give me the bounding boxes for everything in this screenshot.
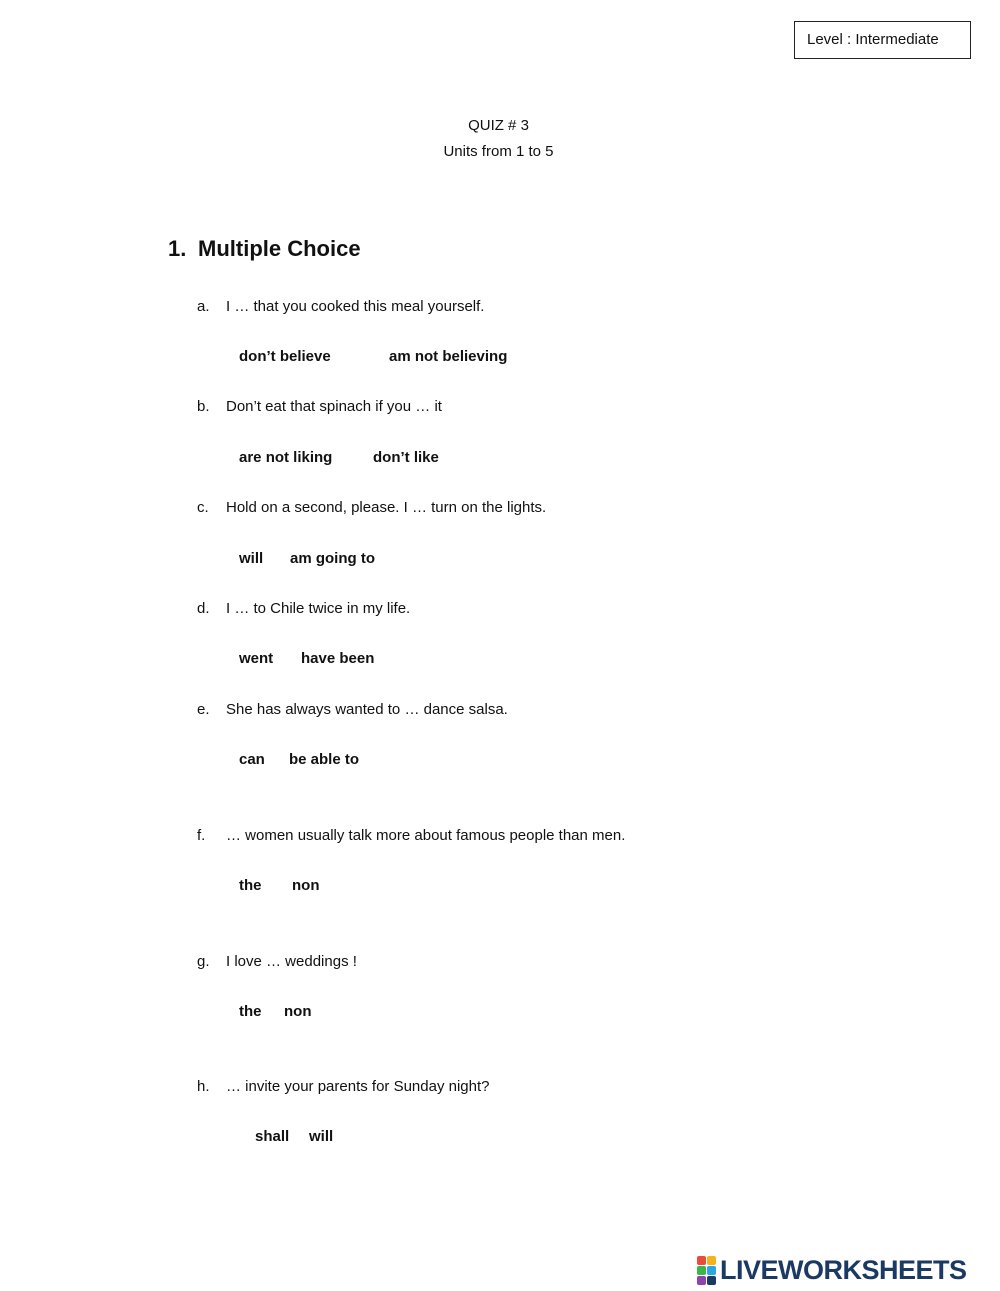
question-f — [197, 827, 625, 844]
section-title: Multiple Choice — [198, 236, 361, 261]
option-f-1[interactable]: the — [239, 877, 262, 894]
option-a-2[interactable]: am not believing — [389, 348, 508, 365]
question-text: … invite your parents for Sunday night? — [226, 1078, 490, 1095]
option-f-2[interactable]: non — [292, 877, 320, 894]
question-text: I … to Chile twice in my life. — [226, 600, 411, 617]
option-d-2[interactable]: have been — [301, 650, 375, 667]
question-letter: g. — [197, 953, 210, 970]
question-e — [197, 701, 508, 718]
options-d — [239, 650, 374, 667]
options-f — [239, 877, 320, 894]
option-c-2[interactable]: am going to — [290, 550, 375, 567]
options-b — [239, 449, 439, 466]
option-c-1[interactable]: will — [239, 550, 264, 567]
level-label: Level : Intermediate — [794, 21, 971, 59]
options-c — [239, 550, 375, 567]
question-text: I love … weddings ! — [226, 953, 357, 970]
question-letter: f. — [197, 827, 206, 844]
question-h — [197, 1078, 489, 1095]
section-heading — [168, 236, 361, 262]
options-e — [239, 751, 359, 768]
logo-mark-icon — [697, 1256, 716, 1285]
quiz-subtitle: Units from 1 to 5 — [443, 143, 554, 160]
question-letter: d. — [197, 600, 210, 617]
question-g — [197, 953, 357, 970]
logo-text: LIVEWORKSHEETS — [720, 1254, 967, 1285]
question-d — [197, 600, 410, 617]
logo-tile — [697, 1276, 706, 1285]
option-a-1[interactable]: don’t believe — [239, 348, 331, 365]
option-e-2[interactable]: be able to — [289, 751, 360, 768]
option-g-2[interactable]: non — [284, 1003, 312, 1020]
logo-tile — [697, 1266, 706, 1275]
option-d-1[interactable]: went — [239, 650, 274, 667]
question-letter: e. — [197, 701, 210, 718]
question-text: Don’t eat that spinach if you … it — [226, 398, 442, 415]
option-h-1[interactable]: shall — [255, 1128, 290, 1145]
question-letter: h. — [197, 1078, 210, 1095]
logo-tile — [707, 1256, 716, 1265]
option-b-1[interactable]: are not liking — [239, 449, 333, 466]
question-c — [197, 499, 546, 516]
option-b-2[interactable]: don’t like — [373, 449, 439, 466]
options-h — [255, 1128, 333, 1145]
quiz-title: QUIZ # 3 — [468, 117, 529, 134]
question-letter: b. — [197, 398, 210, 415]
question-text: … women usually talk more about famous people than men. — [226, 827, 626, 844]
liveworksheets-logo — [697, 1255, 967, 1285]
question-text: I … that you cooked this meal yourself. — [226, 298, 485, 315]
question-text: Hold on a second, please. I … turn on the lights. — [226, 499, 547, 516]
question-text: She has always wanted to … dance salsa. — [226, 701, 508, 718]
logo-tile — [707, 1266, 716, 1275]
section-number: 1. — [168, 236, 187, 261]
options-g — [239, 1003, 312, 1020]
option-e-1[interactable]: can — [239, 751, 265, 768]
option-h-2[interactable]: will — [309, 1128, 334, 1145]
question-a — [197, 298, 484, 315]
logo-tile — [697, 1256, 706, 1265]
question-letter: a. — [197, 298, 210, 315]
logo-tile — [707, 1276, 716, 1285]
option-g-1[interactable]: the — [239, 1003, 262, 1020]
question-letter: c. — [197, 499, 209, 516]
question-b — [197, 398, 442, 415]
options-a — [239, 348, 507, 365]
